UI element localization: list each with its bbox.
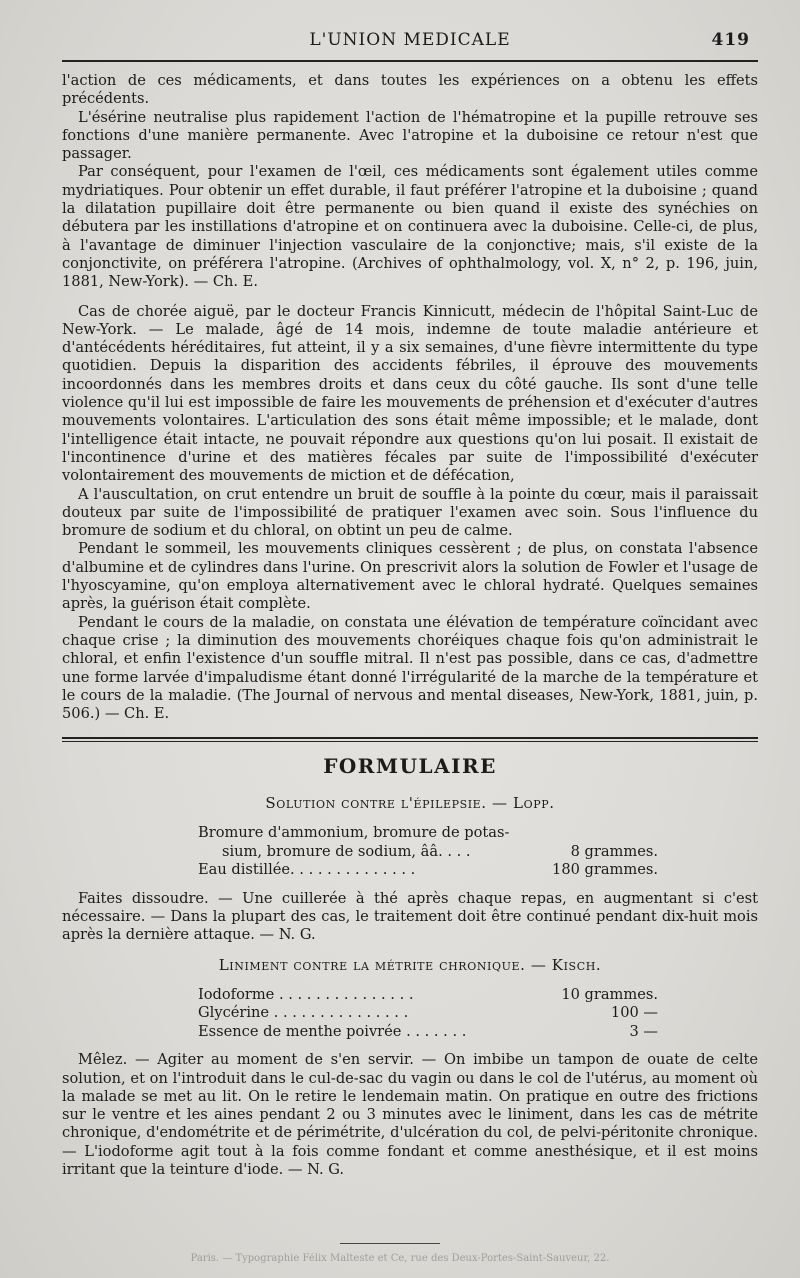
paragraph: Faites dissoudre. — Une cuillerée à thé après chaque repas, en augmentant si c'est nécessaire. — Dans la plupart des cas, le traitement doit être continué pendant dix-huit mois après la dernière attaque. — N. G. [62,889,758,944]
article-choree [62,303,758,724]
paragraph: Par conséquent, pour l'examen de l'œil, ces médicaments sont également utiles comme mydriatiques. Pour obtenir un effet durable, il faut préférer l'atropine et la duboisine ; quand la dilatation pupillaire doit être permanente ou bien quand il existe des synéchies on débutera par les instillations d'atropine et on continuera avec la duboisine. Celle-ci, de plus, à l'avantage de diminuer l'injection vasculaire de la conjonctive; mais, s'il existe de la conjonctivite, on préférera l'atropine. (Archives of ophthalmology, vol. X, n° 2, p. 196, juin, 1881, New-York). — Ch. E. [62,163,758,291]
recipe-instructions [62,890,758,945]
paragraph: Mêlez. — Agiter au moment de s'en servir. — On imbibe un tampon de ouate de celte solution, et on l'introduit dans le cul-de-sac du vagin ou dans le col de l'utérus, au moment où la malade se met au lit. On le retire le lendemain matin. On pratique en outre des frictions sur le ventre et les aines pendant 2 ou 3 minutes avec le liniment, dans les cas de métrite chronique, d'endométrite et de périmétrite, d'ulcération du col, de pelvi-péritonite chronique. — L'iodoforme agit tout à la fois comme fondant et comme anesthésique, et il est moins irritant que la teinture d'iode. — N. G. [62,1051,758,1179]
paragraph: L'ésérine neutralise plus rapidement l'action de l'hématropine et la pupille retrouve ses fonctions d'une manière permanente. Avec l'atropine et la duboisine ce retour n'est que passager. [62,108,758,163]
quantity: 8 grammes. [570,842,658,860]
ingredient: Essence de menthe poivrée . . . . . . . [198,1022,467,1040]
ingredient-row [62,824,658,843]
paragraph: Cas de chorée aiguë, par le docteur Francis Kinnicutt, médecin de l'hôpital Saint-Luc de New-York. — Le malade, âgé de 14 mois, indemne de toute maladie antérieure et d'antécédents héréditaires, fut atteint, il y a six semaines, d'une fièvre intermittente du type quotidien. Depuis la disparition des accidents fébriles, il éprouve des mouvements incoordonnés dans les membres droits et dans ceux du côté gauche. Ils sont d'une telle violence qu'il lui est impossible de faire les mouvements de préhension et d'exécuter d'autres mouvements volontaires. L'articulation des sons était même impossible; et le malade, dont l'intelligence était intacte, ne pouvait répondre aux questions qu'on lui posait. Il existait de l'incontinence d'urine et des matières fécales par suite de l'impossibilité d'exécuter volontairement des mouvements de miction et de défécation, [62,302,758,485]
section-title: FORMULAIRE [323,754,497,779]
paragraph: l'action de ces médicaments, et dans toutes les expériences on a obtenu les effets précédents. [62,72,758,108]
footer-rule [340,1243,440,1244]
ingredient: Iodoforme . . . . . . . . . . . . . . . [198,985,414,1003]
paragraph: Pendant le sommeil, les mouvements cliniques cessèrent ; de plus, on constata l'absence d'albumine et de cylindres dans l'urine. On prescrivit alors la solution de Fowler et l'usage de l'hyoscyamine, qu'on employa alternativement avec le chloral hydraté. Quelques semaines après, la guérison était complète. [62,540,758,613]
recipe-title: Solution contre l'épilepsie. — Lopp. [265,794,555,813]
recipe-ingredients [62,824,758,880]
running-header [62,30,758,54]
quantity: 100 — [610,1004,658,1022]
ingredient: sium, bromure de sodium, ââ. . . . [222,842,471,860]
recipe-ingredients [62,986,758,1042]
section-divider [62,737,758,742]
ingredient: Eau distillée. . . . . . . . . . . . . . [198,861,416,879]
recipe-instructions [62,1051,758,1179]
ingredient: Glycérine . . . . . . . . . . . . . . . [198,1004,409,1022]
ingredient-row [62,1023,658,1042]
ingredient: Bromure d'ammonium, bromure de potas- [198,824,510,842]
article-atropine [62,72,758,292]
quantity: 10 grammes. [561,985,658,1003]
recipe-title: Liniment contre la métrite chronique. — Kisch. [218,955,602,974]
ingredient-row [62,861,658,880]
journal-title: L'UNION MEDICALE [309,30,511,50]
ingredient-row [62,986,658,1005]
paragraph: A l'auscultation, on crut entendre un bruit de souffle à la pointe du cœur, mais il paraissait douteux par suite de l'impossibilité de pratiquer l'examen avec soin. Sous l'influence du bromure de sodium et du chloral, on obtint un peu de calme. [62,485,758,540]
ingredient-row [62,1004,658,1023]
printer-imprint: Paris. — Typographie Félix Malteste et Ce, rue des Deux-Portes-Saint-Sauveur, 22. [190,1253,610,1264]
page-number: 419 [711,30,750,50]
quantity: 3 — [629,1022,658,1040]
header-rule [62,60,758,62]
ingredient-row [62,843,658,862]
paragraph: Pendant le cours de la maladie, on constata une élévation de température coïncidant avec chaque crise ; la diminution des mouvements choréiques chaque fois qu'on administrait le chloral, et enfin l'existence d'un souffle mitral. Il n'est pas possible, dans ce cas, d'admettre une forme larvée d'impaludisme étant donné l'irrégularité de la marche de la température et le cours de la maladie. (The Journal of nervous and mental diseases, New-York, 1881, juin, p. 506.) — Ch. E. [62,613,758,723]
quantity: 180 grammes. [552,861,658,879]
